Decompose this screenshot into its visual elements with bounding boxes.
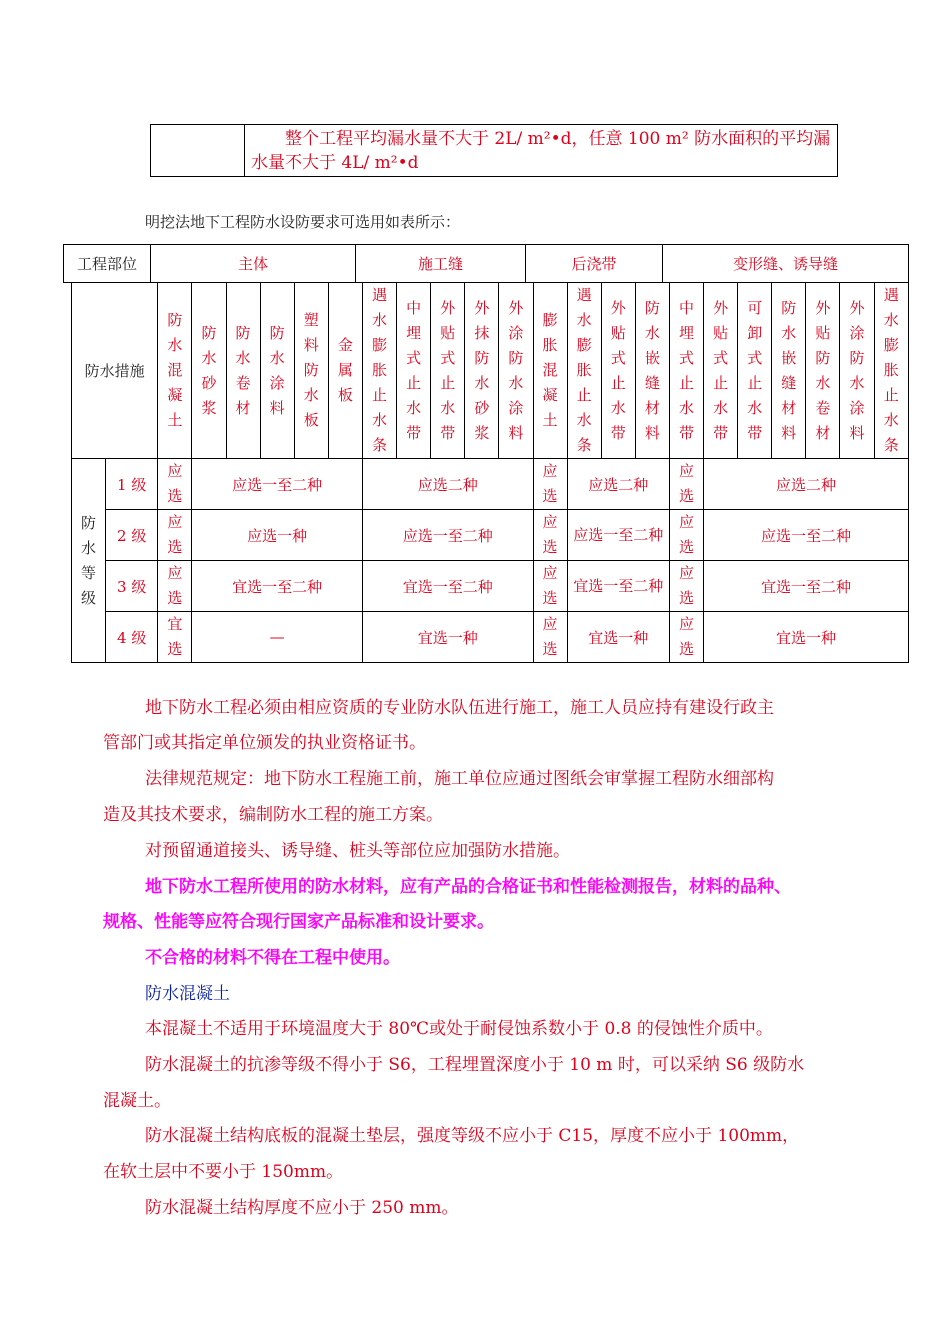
measure-cell — [294, 283, 328, 459]
measure-cell — [533, 283, 567, 459]
paragraph-materials: 地下防水工程所使用的防水材料，应有产品的合格证书和性能检测报告，材料的品种、 — [145, 877, 791, 897]
measure-cell — [806, 283, 840, 459]
grade-name: 4 级 — [106, 612, 158, 663]
paragraph-law: 法律规范规定：地下防水工程施工前，施工单位应通过图纸会审掌握工程防水细部构 — [145, 769, 774, 789]
measures-label: 防水措施 — [72, 283, 158, 459]
header-construction-joint: 施工缝 — [356, 245, 526, 283]
grade-cell: — — [192, 612, 363, 663]
paragraph-impermeability: 防水混凝土的抗渗等级不得小于 S6，工程埋置深度小于 10 m 时，可以采纳 S6 级防水 — [145, 1055, 805, 1075]
grade-cell: 宜选一种 — [362, 612, 533, 663]
grade-cell — [158, 459, 192, 510]
measure-cell — [226, 283, 260, 459]
paragraph-thickness: 防水混凝土结构厚度不应小于 250 mm。 — [145, 1198, 459, 1218]
header-main-body: 主体 — [151, 245, 356, 283]
paragraph-materials-cont: 规格、性能等应符合现行国家产品标准和设计要求。 — [103, 912, 494, 932]
grade-cell-text: 应选 — [167, 513, 183, 556]
grade-cell-text: 应选 — [167, 462, 183, 505]
measure-label: 金属板 — [337, 336, 353, 404]
paragraph-cushion-cont: 在软土层中不要小于 150mm。 — [103, 1162, 344, 1182]
measure-cell — [669, 283, 703, 459]
measure-cell — [397, 283, 431, 459]
measure-label: 防水嵌缝材料 — [781, 298, 797, 442]
header-post-pour-strip: 后浇带 — [526, 245, 663, 283]
measure-label: 外贴式止水带 — [610, 298, 626, 442]
paragraph-unqualified: 不合格的材料不得在工程中使用。 — [145, 948, 400, 968]
measure-label: 外涂防水涂料 — [508, 298, 524, 442]
grade-cell — [158, 561, 192, 612]
table-intro: 明挖法地下工程防水设防要求可选用如表所示： — [145, 213, 461, 231]
grade-cell: 应选一至二种 — [704, 510, 909, 561]
measure-label: 外贴式止水带 — [713, 298, 729, 442]
grade-cell-text: 应选 — [678, 564, 694, 607]
grade-cell-text: 应选 — [542, 615, 558, 658]
measure-label: 防水涂料 — [269, 323, 285, 417]
grade-cell-text: 应选 — [678, 513, 694, 556]
measure-label: 中埋式止水带 — [406, 298, 422, 442]
measure-cell — [601, 283, 635, 459]
grade-label: 防水等级 — [81, 513, 97, 607]
measure-cell — [874, 283, 908, 459]
grade-cell-text: 应选 — [167, 564, 183, 607]
grade-cell-text: 应选 — [678, 615, 694, 658]
measure-label: 防水嵌缝材料 — [644, 298, 660, 442]
grade-cell — [158, 612, 192, 663]
measure-cell — [840, 283, 874, 459]
measure-cell — [499, 283, 533, 459]
measure-label: 防水混凝土 — [167, 311, 183, 429]
leakage-text: 整个工程平均漏水量不大于 2L/ m²•d，任意 100 m² 防水面积的平均漏水量不大于 4L/ m²•d — [251, 128, 831, 173]
grade-cell: 宜选一至二种 — [192, 561, 363, 612]
grade-cell: 应选二种 — [704, 459, 909, 510]
grade-cell-text: 宜选 — [167, 615, 183, 658]
leakage-table-empty-cell — [151, 125, 245, 177]
paragraph-temperature: 本混凝土不适用于环境温度大于 80℃或处于耐侵蚀系数小于 0.8 的侵蚀性介质中。 — [145, 1019, 773, 1039]
measure-cell — [465, 283, 499, 459]
measure-label: 中埋式止水带 — [678, 298, 694, 442]
measures-row — [72, 283, 909, 459]
measure-cell — [158, 283, 192, 459]
measure-cell — [635, 283, 669, 459]
waterproof-measures-table — [71, 282, 909, 663]
grade-cell — [669, 612, 703, 663]
measure-cell — [738, 283, 772, 459]
measure-label: 外贴防水卷材 — [815, 298, 831, 442]
grade-cell — [669, 510, 703, 561]
header-project-part: 工程部位 — [64, 245, 151, 283]
measure-label: 外贴式止水带 — [440, 298, 456, 442]
grade-cell-text: 应选 — [542, 564, 558, 607]
grade-cell — [533, 459, 567, 510]
grade-row-2 — [72, 510, 909, 561]
grade-row-3 — [72, 561, 909, 612]
grade-cell-text: 应选一至二种 — [573, 525, 664, 544]
grade-cell — [669, 561, 703, 612]
grade-cell: 宜选一种 — [704, 612, 909, 663]
paragraph-law-cont: 造及其技术要求，编制防水工程的施工方案。 — [103, 805, 443, 825]
paragraph-cushion: 防水混凝土结构底板的混凝土垫层，强度等级不应小于 C15，厚度不应小于 100mm， — [145, 1126, 800, 1146]
grade-cell-text: 应选 — [678, 462, 694, 505]
measure-label: 可卸式止水带 — [747, 298, 763, 442]
measure-label: 遇水膨胀止水条 — [576, 286, 592, 454]
measure-cell — [362, 283, 396, 459]
grade-cell-text: 宜选一至二种 — [573, 576, 664, 595]
paragraph-reinforce: 对预留通道接头、诱导缝、桩头等部位应加强防水措施。 — [145, 841, 570, 861]
grade-cell — [567, 561, 669, 612]
grade-cell — [567, 510, 669, 561]
measure-label: 塑料防水板 — [303, 311, 319, 429]
grade-cell: 应选一种 — [192, 510, 363, 561]
grade-cell — [533, 510, 567, 561]
grade-name: 3 级 — [106, 561, 158, 612]
grade-cell — [533, 612, 567, 663]
grade-cell-text: 应选 — [542, 513, 558, 556]
measure-cell — [772, 283, 806, 459]
grade-cell: 宜选一至二种 — [362, 561, 533, 612]
grade-cell: 应选一至二种 — [362, 510, 533, 561]
grade-row-4 — [72, 612, 909, 663]
section-heading: 防水混凝土 — [145, 984, 230, 1004]
grade-cell-text: 应选 — [542, 462, 558, 505]
measure-cell — [260, 283, 294, 459]
measure-cell — [431, 283, 465, 459]
measure-label: 遇水膨胀止水条 — [371, 286, 387, 454]
measure-cell — [704, 283, 738, 459]
paragraph-qualification: 地下防水工程必须由相应资质的专业防水队伍进行施工，施工人员应持有建设行政主 — [145, 698, 774, 718]
measure-cell — [567, 283, 601, 459]
measure-label: 外抹防水砂浆 — [474, 298, 490, 442]
measure-cell — [328, 283, 362, 459]
grade-row-1 — [72, 459, 909, 510]
paragraph-impermeability-cont: 混凝土。 — [103, 1091, 171, 1111]
section-header-row — [63, 244, 909, 283]
grade-cell: 宜选一至二种 — [704, 561, 909, 612]
grade-cell: 应选二种 — [567, 459, 669, 510]
measure-cell — [192, 283, 226, 459]
measure-label: 外涂防水涂料 — [849, 298, 865, 442]
grade-name: 2 级 — [106, 510, 158, 561]
measure-label: 膨胀混凝土 — [542, 311, 558, 429]
measure-label: 防水砂浆 — [201, 323, 217, 417]
header-deformation-joint: 变形缝、诱导缝 — [663, 245, 909, 283]
leakage-table — [150, 124, 838, 177]
grade-cell: 宜选一种 — [567, 612, 669, 663]
leakage-requirement — [245, 125, 838, 177]
grade-cell — [533, 561, 567, 612]
paragraph-qualification-cont: 管部门或其指定单位颁发的执业资格证书。 — [103, 733, 426, 753]
grade-cell — [158, 510, 192, 561]
grade-cell: 应选一至二种 — [192, 459, 363, 510]
measure-label: 防水卷材 — [235, 323, 251, 417]
grade-cell: 应选二种 — [362, 459, 533, 510]
grade-label-cell — [72, 459, 106, 663]
grade-name: 1 级 — [106, 459, 158, 510]
measure-label: 遇水膨胀止水条 — [883, 286, 899, 454]
grade-cell — [669, 459, 703, 510]
